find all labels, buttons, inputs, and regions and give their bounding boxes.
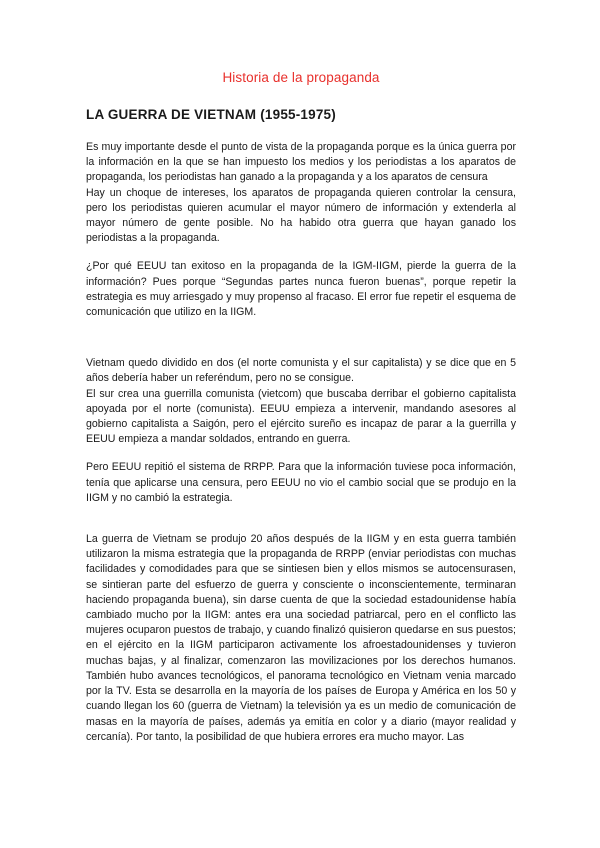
document-title: Historia de la propaganda [222, 70, 380, 85]
spacer [86, 447, 516, 460]
paragraph-2: Hay un choque de intereses, los aparatos de propaganda quieren controlar la censura, pero los periodistas quieren acumular el mayor número de información y extenderla al mayor número de gente posible. No ha habido otra guerra que hayan ganado los periodistas a la propaganda. [86, 186, 516, 245]
section-heading: LA GUERRA DE VIETNAM (1955-1975) [86, 107, 336, 122]
paragraph-3: ¿Por qué EEUU tan exitoso en la propaganda de la IGM-IIGM, pierde la guerra de la información? Pues porque “Segundas partes nunca fueron buenas”, porque repetir la estrategia es muy arriesgado y muy propenso al fracaso. El error fue repetir el esquema de comunicación que utilizo en la IIGM. [86, 260, 516, 319]
paragraph-1: Es muy importante desde el punto de vista de la propaganda porque es la única guerra por la información en la que se han impuesto los medios y los periodistas a los aparatos de propaganda, los periodistas han ganado a la propaganda y a los aparatos de censura [86, 141, 516, 184]
paragraph-4: Vietnam quedo dividido en dos (el norte comunista y el sur capitalista) y se dice que en 5 años debería haber un referéndum, pero no se consigue. [86, 357, 516, 385]
paragraph-7: La guerra de Vietnam se produjo 20 años después de la IIGM y en esta guerra también utilizaron la misma estrategia que la propaganda de RRPP (enviar periodistas con muchas facilidades y comodidades para que se sintiesen bien y ellos mismos se autocensurasen, se sintieran parte del esfuerzo de guerra y consciente o inconscientemente, terminaran haciendo propaganda buena), sin darse cuenta de que la sociedad estadounidense había cambiado mucho por la IIGM: antes era una sociedad patriarcal, pero en el conflicto las mujeres ocuparon puestos de trabajo, y cuando finalizó quisieron quedarse en sus puestos; en el ejército en la IIGM participaron activamente los afroestadounidenses y tuvieron muchas bajas, y al finalizar, comenzaron las movilizaciones por los derechos humanos. También hubo avances tecnológicos, el panorama tecnológico en Vietnam venia marcado por la TV. Esta se desarrolla en la mayoría de los países de Europa y América en los 50 y cuando llegan los 60 (guerra de Vietnam) la televisión ya es un medio de comunicación de masas en la mayoría de países, además ya emitía en color y a diario (mayor realidad y cercanía). Por tanto, la posibilidad de que hubiera errores era mucho mayor. Las [86, 533, 516, 743]
spacer [86, 320, 516, 356]
paragraph-6: Pero EEUU repitió el sistema de RRPP. Para que la información tuviese poca información, tenía que aplicarse una censura, pero EEUU no vio el cambio social que se produjo en la IIGM y no cambió la estrategia. [86, 461, 516, 504]
spacer [86, 246, 516, 259]
spacer [86, 506, 516, 532]
paragraph-5: El sur crea una guerrilla comunista (vietcom) que buscaba derribar el gobierno capitalista apoyada por el norte (comunista). EEUU empieza a intervenir, mandando asesores al gobierno capitalista a Saigón, pero el ejército sureño es incapaz de parar a la guerrilla y EEUU empieza a mandar soldados, entrando en guerra. [86, 387, 516, 446]
